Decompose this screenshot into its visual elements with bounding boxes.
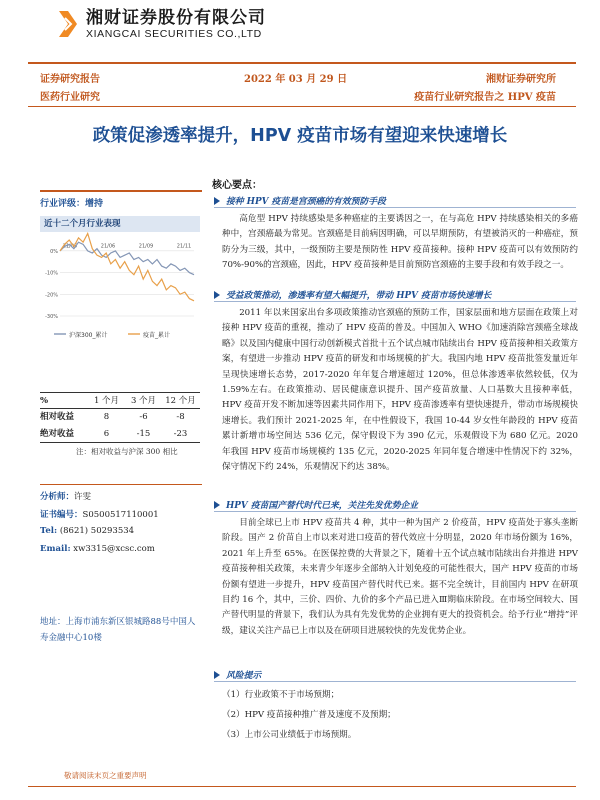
page-title: 政策促渗透率提升，HPV 疫苗市场有望迎来快速增长: [92, 126, 508, 146]
section-body-1: 高危型 HPV 持续感染是多种癌症的主要诱因之一，在与高危 HPV 持续感染相关的多癌种中，宫颈癌最为常见。宫颈癌是目前病因明确，可以早期预防，有望被消灭的一种癌症，预防分为三级，其中，一级预防主要是预防性 HPV 疫苗接种。接种 HPV 疫苗可以有效预防约 70%-90%的宫颈癌，因此，HPV 疫苗接种是目前预防宫颈癌的主要手段和有效手段之一。: [222, 214, 578, 271]
section-heading-1: 接种 HPV 疫苗是宫颈癌的有效预防手段: [214, 194, 386, 207]
analyst-tel: Tel: (8621) 50293534: [40, 526, 135, 536]
risk-item: （1）行业政策不于市场预期；: [222, 690, 340, 700]
y-tick-label: -10%: [45, 270, 58, 277]
table-note: 注：相对收益与沪深 300 相比: [76, 447, 178, 456]
report-subtitle: 疫苗行业研究报告之 HPV 疫苗: [414, 92, 556, 103]
table-row: [40, 409, 200, 426]
series-line-vaccine: [60, 234, 194, 301]
logo-mark-icon: [56, 8, 80, 40]
report-type: 证券研究报告: [40, 74, 100, 85]
legend-label-hs300: 沪深300_累计: [69, 332, 108, 339]
company-logo: [56, 8, 266, 40]
bullet-triangle-icon: [214, 197, 220, 205]
table-header-cell: 3 个月: [130, 396, 157, 406]
section-heading-3: HPV 疫苗国产替代时代已来，关注先发优势企业: [214, 498, 418, 511]
section-rule: [214, 207, 576, 208]
report-date: 2022 年 03 月 29 日: [244, 74, 348, 85]
chart-grid: [60, 251, 194, 316]
header-top-rule: [28, 62, 576, 64]
table-cell: -15: [136, 429, 151, 439]
x-tick-label: 21/05: [62, 243, 78, 250]
header-bottom-rule: [28, 106, 576, 107]
industry-rating: 行业评级：增持: [40, 199, 104, 209]
table-cell: 相对收益: [40, 412, 75, 422]
performance-title: 近十二个月行业表现: [40, 216, 200, 232]
analyst-top-rule: [40, 484, 202, 485]
bullet-triangle-icon: [214, 671, 220, 679]
x-tick-label: 21/11: [176, 243, 192, 250]
sidebar-top-rule: [40, 190, 202, 192]
table-header-cell: %: [40, 396, 49, 406]
section-body-2: 2011 年以来国家出台多项政策推动宫颈癌的预防工作，国家层面和地方层面在政策上对接种 HPV 疫苗的重视，推动了 HPV 疫苗的普及。中国加入 WHO《加速消除宫颈癌全球战略》以及国内健康中国行动创新模式首批十五个试点城市陆续出台 HPV 疫苗接种相关政策方案，有望进一步推动 HPV 疫苗的研发和市场规模的扩大。我国内地 HPV 疫苗批签发量近年呈现快速增长态势，2017-2020 年年复合增速超过 120%，但总体渗透率依然较低，仅为 1.59%左右。在政策推动、居民健康意识提升、国产疫苗放量、人口基数大且接种率低，HPV 疫苗开发不断加速等因素共同作用下，HPV 疫苗渗透率有望快速提升，带动市场规模快速增长。我们预计 2021-2025 年，在中性假设下，我国 10-44 岁女性年龄段的 HPV 疫苗累计新增市场空间达 536 亿元，保守假设下为 390 亿元，乐观假设下为 680 亿元。2020 年我国 HPV 疫苗市场规模约 135 亿元，2020-2025 年同年复合增速中性情况下约 32%，保守情况下约 24%，乐观情况下约达 38%。: [222, 308, 578, 473]
section-rule: [214, 681, 576, 682]
legend-label-vaccine: 疫苗_累计: [143, 332, 171, 339]
section-heading-risk: 风险提示: [214, 668, 261, 681]
analyst-cert: 证书编号：S0500517110001: [40, 510, 159, 520]
table-cell: -6: [139, 412, 148, 422]
analyst-email[interactable]: Email: xw3315@xcsc.com: [40, 544, 155, 554]
industry-label: 医药行业研究: [40, 92, 100, 103]
x-tick-label: 21/06: [100, 243, 116, 250]
analyst-name: 分析师：许雯: [40, 492, 92, 502]
institute-name: 湘财证券研究所: [486, 74, 556, 85]
section-body-3: 目前全球已上市 HPV 疫苗共 4 种，其中一种为国产 2 价疫苗，HPV 疫苗处于寡头垄断阶段。国产 2 价苗自上市以来对进口疫苗的替代效应十分明显，2020 年市场份额为 16%，2021 年上升至 65%。在医保控费的大背景之下，随着十五个试点城市陆续出台并推进 HPV 疫苗接种相关政策，未来青少年逐步全部纳入计划免疫的可能性很大，国产 HPV 疫苗的市场份额有望进一步提升，HPV 疫苗国产替代时代已来。据不完全统计，目前国内 HPV 在研项目约 16 个，其中，三价、四价、九价的多个产品已进入Ⅲ期临床阶段。在市场空间较大、国产替代明显的背景下，我们认为具有先发优势的企业拥有更大的投资机会。给予行业“增持”评级，建议关注产品已上市以及在研项目进展较快的先发优势企业。: [222, 518, 578, 636]
y-tick-label: 0%: [50, 248, 58, 255]
company-name-en: XIANGCAI SECURITIES CO.,LTD: [86, 28, 262, 40]
bullet-triangle-icon: [214, 501, 220, 509]
office-address: 地址：上海市浦东新区银城路88号中国人寿金融中心10楼: [40, 617, 196, 643]
section-rule: [214, 301, 576, 302]
table-cell: -23: [173, 429, 188, 439]
table-header-cell: 1 个月: [93, 396, 120, 406]
company-name-cn: 湘财证券股份有限公司: [86, 8, 266, 28]
table-header-cell: 12 个月: [165, 396, 196, 406]
performance-table: [40, 392, 200, 443]
table-header-row: [40, 392, 200, 409]
table-cell: 6: [103, 429, 110, 439]
y-tick-label: -30%: [45, 314, 58, 320]
footer-disclaimer: 敬请阅读末页之重要声明: [64, 771, 147, 780]
section-heading-2: 受益政策推动，渗透率有望大幅提升，带动 HPV 疫苗市场快速增长: [214, 288, 491, 301]
table-row: [40, 426, 200, 443]
table-cell: 8: [103, 412, 110, 422]
y-tick-label: -20%: [45, 292, 58, 299]
section-rule: [214, 511, 576, 512]
bullet-triangle-icon: [214, 291, 220, 299]
table-cell: -8: [176, 412, 185, 422]
risk-item: （2）HPV 疫苗接种推广普及速度不及预期；: [222, 710, 396, 720]
risk-item: （3）上市公司业绩低于市场预期。: [222, 730, 357, 740]
x-tick-label: 21/09: [138, 243, 154, 250]
table-cell: 绝对收益: [40, 429, 75, 439]
key-points-title: 核心要点：: [212, 180, 262, 191]
performance-chart: [40, 232, 200, 352]
series-line-hs300: [60, 242, 194, 275]
footer-rule: [28, 786, 576, 787]
